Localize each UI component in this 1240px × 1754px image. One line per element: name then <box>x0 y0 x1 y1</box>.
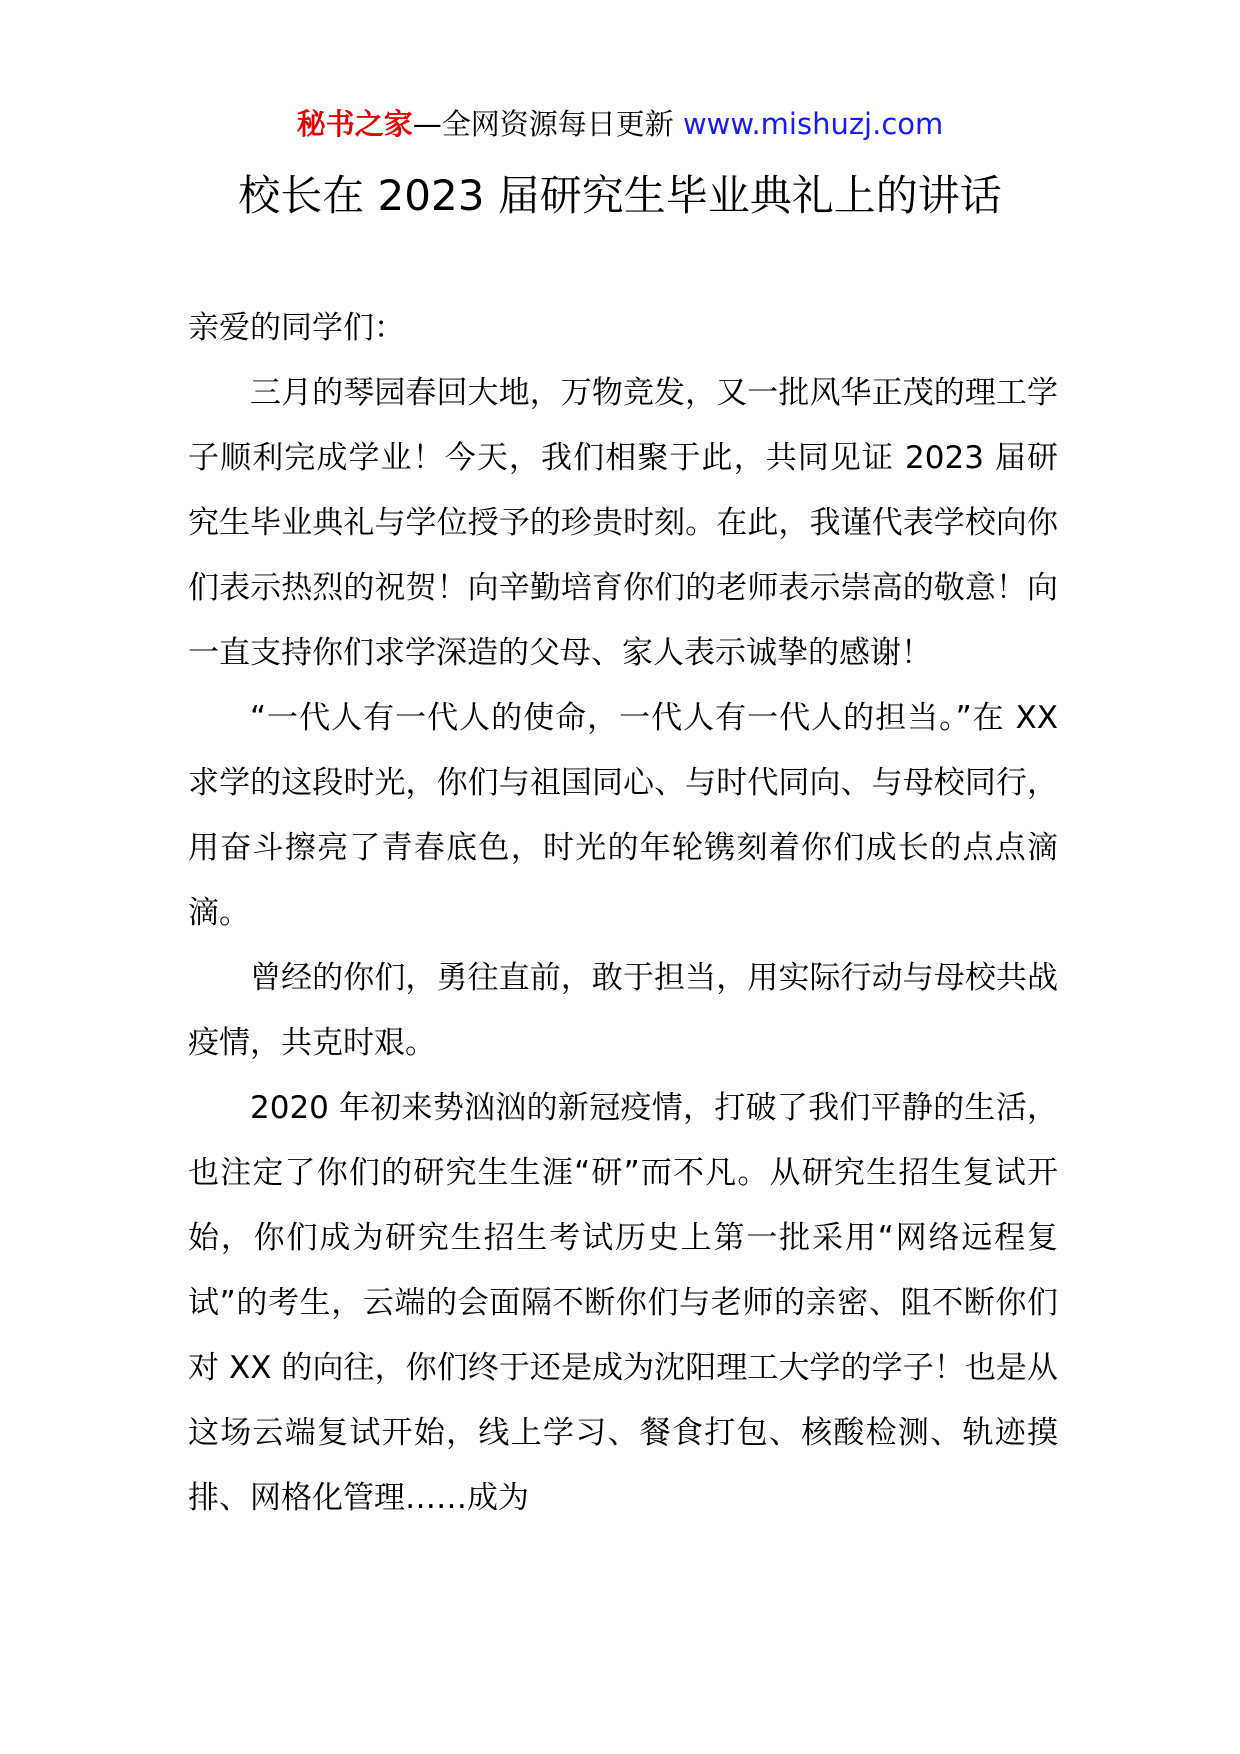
paragraph-2: “一代人有一代人的使命，一代人有一代人的担当。”在 XX 求学的这段时光，你们与祖国同心、与时代同向、与母校同行，用奋斗擦亮了青春底色，时光的年轮镌刻着你们成长的点点滴滴。 <box>188 700 1058 931</box>
site-url-link[interactable]: www.mishuzj.com <box>682 107 944 141</box>
banner-slogan: —全网资源每日更新 <box>412 107 683 141</box>
site-banner <box>0 104 1240 144</box>
salutation: 亲爱的同学们： <box>188 310 405 346</box>
brand-name: 秘书之家 <box>296 107 413 141</box>
paragraph-4: 2020 年初来势汹汹的新冠疫情，打破了我们平静的生活，也注定了你们的研究生生涯“研”而不凡。从研究生招生复试开始，你们成为研究生招生考试历史上第一批采用“网络远程复试”的考生，云端的会面隔不断你们与老师的亲密、阻不断你们对 XX 的向往，你们终于还是成为沈阳理工大学的学子！也是从这场云端复试开始，线上学习、餐食打包、核酸检测、轨迹摸排、网格化管理……成为 <box>188 1090 1058 1516</box>
paragraph-3: 曾经的你们，勇往直前，敢于担当，用实际行动与母校共战疫情，共克时艰。 <box>188 960 1058 1061</box>
speech-body <box>188 296 1058 1531</box>
document-title: 校长在 2023 届研究生毕业典礼上的讲话 <box>238 171 1002 220</box>
paragraph-1: 三月的琴园春回大地，万物竞发，又一批风华正茂的理工学子顺利完成学业！今天，我们相聚于此，共同见证 2023 届研究生毕业典礼与学位授予的珍贵时刻。在此，我谨代表学校向你们表示热烈的祝贺！向辛勤培育你们的老师表示崇高的敬意！向一直支持你们求学深造的父母、家人表示诚挚的感谢！ <box>188 375 1058 671</box>
